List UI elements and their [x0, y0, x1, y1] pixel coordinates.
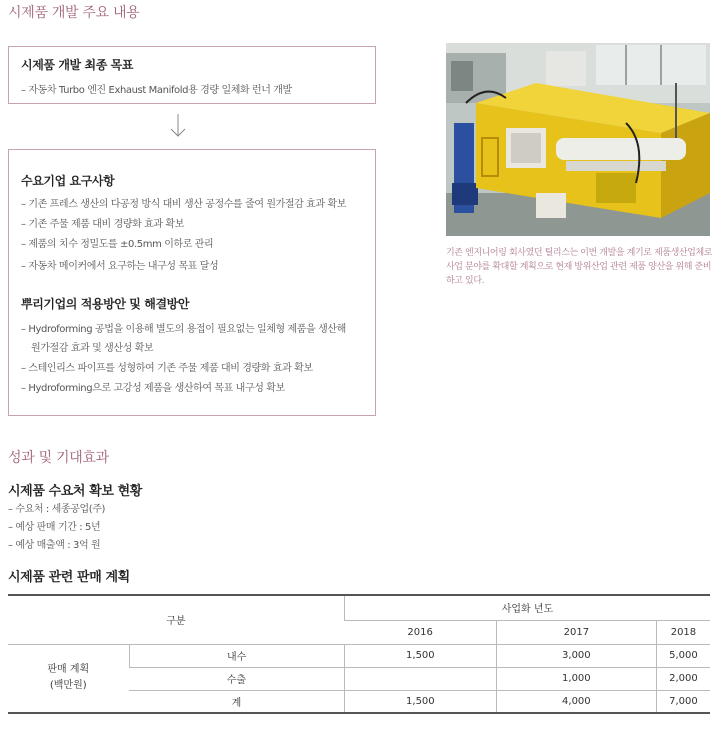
table-header-year-group: 사업화 년도 — [344, 595, 710, 620]
table-cell: 5,000 — [656, 644, 710, 667]
table-cell: 1,500 — [344, 690, 496, 713]
requirements-heading: 수요기업 요구사항 — [21, 174, 115, 188]
solution-item: 원가절감 효과 및 생산성 확보 — [31, 343, 154, 354]
requirement-item: – 기존 프레스 생산의 다공정 방식 대비 생산 공정수를 줄여 원가절감 효과 확보 — [21, 199, 347, 210]
table-header-category: 구분 — [8, 595, 344, 644]
table-cell: 7,000 — [656, 690, 710, 713]
requirements-box — [8, 149, 376, 416]
sales-plan-table — [8, 594, 710, 714]
row-label: 계 — [129, 690, 344, 713]
demand-heading: 시제품 수요처 확보 현황 — [8, 484, 142, 499]
photo-caption: 기존 엔지니어링 회사였던 틸리스는 이번 개발을 계기로 제품생산업체로 사업 분야를 확대할 계획으로 현재 방위산업 관련 제품 양산을 위해 준비하고 있다. — [446, 248, 713, 286]
demand-item: – 예상 판매 기간 : 5년 — [8, 522, 101, 533]
solutions-heading: 뿌리기업의 적용방안 및 해결방안 — [21, 297, 190, 311]
row-group-label-unit: (백만원) — [49, 680, 87, 692]
row-label: 내수 — [129, 644, 344, 667]
requirement-item: – 자동차 메이커에서 요구하는 내구성 목표 달성 — [21, 261, 219, 272]
section-title-results: 성과 및 기대효과 — [8, 450, 109, 466]
solution-item: – 스테인리스 파이프를 성형하여 기존 주물 제품 대비 경량화 효과 확보 — [21, 363, 313, 374]
row-group-label-line: 판매 계획 — [47, 664, 90, 676]
solution-item: – Hydroforming 공법을 이용해 별도의 용접이 필요없는 일체형 제품을 생산해 — [21, 324, 346, 335]
table-cell: 3,000 — [496, 644, 656, 667]
table-cell: 4,000 — [496, 690, 656, 713]
row-label: 수출 — [129, 667, 344, 690]
table-cell: 2,000 — [656, 667, 710, 690]
table-header-year: 2016 — [344, 620, 496, 644]
plan-heading: 시제품 관련 판매 계획 — [8, 570, 130, 585]
machine-illustration — [446, 43, 710, 236]
table-header-year: 2017 — [496, 620, 656, 644]
table-row — [8, 644, 710, 667]
table-cell — [344, 667, 496, 690]
row-group-label — [8, 644, 129, 713]
solution-item: – Hydroforming으로 고강성 제품을 생산하여 목표 내구성 확보 — [21, 383, 285, 394]
section-title-development: 시제품 개발 주요 내용 — [8, 5, 140, 21]
table-header-year: 2018 — [656, 620, 710, 644]
table-cell: 1,500 — [344, 644, 496, 667]
demand-item: – 수요처 : 세종공업(주) — [8, 504, 105, 515]
goal-line: – 자동차 Turbo 엔진 Exhaust Manifold용 경량 일체화 런너 개발 — [21, 85, 292, 96]
requirement-item: – 제품의 치수 정밀도를 ±0.5mm 이하로 관리 — [21, 239, 214, 250]
goal-heading: 시제품 개발 최종 목표 — [21, 58, 134, 72]
table-cell: 1,000 — [496, 667, 656, 690]
hydroforming-machine-photo — [446, 43, 710, 236]
goal-box — [8, 46, 376, 104]
down-arrow-icon — [168, 112, 188, 140]
requirement-item: – 기존 주물 제품 대비 경량화 효과 확보 — [21, 219, 184, 230]
demand-item: – 예상 매출액 : 3억 원 — [8, 540, 101, 551]
